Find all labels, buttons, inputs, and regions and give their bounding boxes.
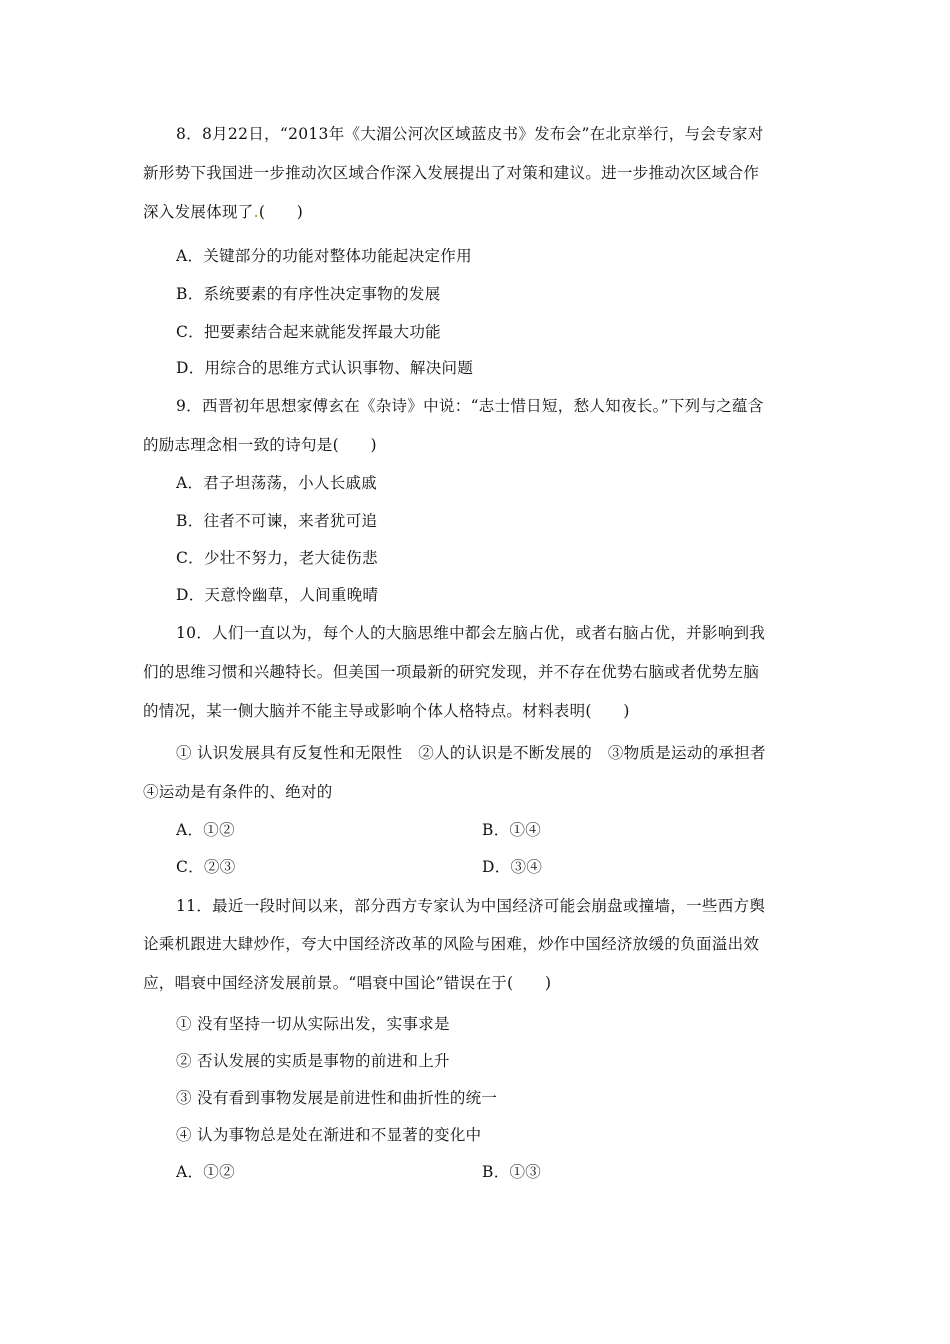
q11-statement-1: ① 没有坚持一切从实际出发，实事求是 bbox=[176, 1015, 450, 1033]
q11-option-a: A．①② bbox=[176, 1163, 235, 1181]
q9-option-b: B．往者不可谏，来者犹可追 bbox=[176, 512, 378, 530]
q8-option-c: C．把要素结合起来就能发挥最大功能 bbox=[176, 323, 441, 341]
q10-stem-line-3: 的情况，某一侧大脑并不能主导或影响个体人格特点。材料表明( ) bbox=[143, 702, 630, 720]
q9-option-a: A．君子坦荡荡，小人长戚戚 bbox=[176, 474, 378, 492]
q8-stem-line-3 bbox=[143, 201, 813, 223]
q11-stem-line-1: 11．最近一段时间以来，部分西方专家认为中国经济可能会崩盘或撞墙，一些西方舆 bbox=[176, 897, 766, 915]
q10-option-c: C．②③ bbox=[176, 858, 236, 876]
q8-option-b: B．系统要素的有序性决定事物的发展 bbox=[176, 285, 441, 303]
q10-option-a: A．①② bbox=[176, 821, 235, 839]
q11-statement-3: ③ 没有看到事物发展是前进性和曲折性的统一 bbox=[176, 1089, 498, 1107]
q9-option-d: D．天意怜幽草，人间重晚晴 bbox=[176, 586, 379, 604]
q11-option-b: B．①③ bbox=[482, 1163, 542, 1181]
q9-stem-line-2: 的励志理念相一致的诗句是( ) bbox=[143, 436, 377, 454]
q10-option-b: B．①④ bbox=[482, 821, 542, 839]
q8-answer-blank: ( ) bbox=[258, 203, 304, 221]
q10-stem-line-2: 们的思维习惯和兴趣特长。但美国一项最新的研究发现，并不存在优势右脑或者优势左脑 bbox=[143, 663, 760, 681]
q8-stem-line-3-text: 深入发展体现了 bbox=[143, 203, 254, 221]
q9-option-c: C．少壮不努力，老大徒伤悲 bbox=[176, 549, 378, 567]
q8-stem-line-1: 8．8月22日，“2013年《大湄公河次区域蓝皮书》发布会”在北京举行，与会专家对 bbox=[176, 125, 764, 143]
q11-statement-2: ② 否认发展的实质是事物的前进和上升 bbox=[176, 1052, 450, 1070]
stray-dot: . bbox=[253, 203, 259, 221]
q10-statement-line-1: ① 认识发展具有反复性和无限性 ②人的认识是不断发展的 ③物质是运动的承担者 bbox=[176, 744, 766, 762]
q8-option-a: A．关键部分的功能对整体功能起决定作用 bbox=[176, 247, 472, 265]
q11-statement-4: ④ 认为事物总是处在渐进和不显著的变化中 bbox=[176, 1126, 482, 1144]
q8-option-d: D．用综合的思维方式认识事物、解决问题 bbox=[176, 359, 474, 377]
q10-stem-line-1: 10．人们一直以为，每个人的大脑思维中都会左脑占优，或者右脑占优，并影响到我 bbox=[176, 624, 766, 642]
q10-option-d: D．③④ bbox=[482, 858, 543, 876]
q11-stem-line-3: 应，唱衰中国经济发展前景。“唱衰中国论”错误在于( ) bbox=[143, 974, 552, 992]
q9-stem-line-1: 9．西晋初年思想家傅玄在《杂诗》中说：“志士惜日短，愁人知夜长。”下列与之蕴含 bbox=[176, 397, 764, 415]
q11-stem-line-2: 论乘机跟进大肆炒作，夸大中国经济改革的风险与困难，炒作中国经济放缓的负面溢出效 bbox=[143, 935, 760, 953]
q8-stem-line-2: 新形势下我国进一步推动次区域合作深入发展提出了对策和建议。进一步推动次区域合作 bbox=[143, 164, 760, 182]
q10-statement-line-2: ④运动是有条件的、绝对的 bbox=[143, 783, 333, 801]
